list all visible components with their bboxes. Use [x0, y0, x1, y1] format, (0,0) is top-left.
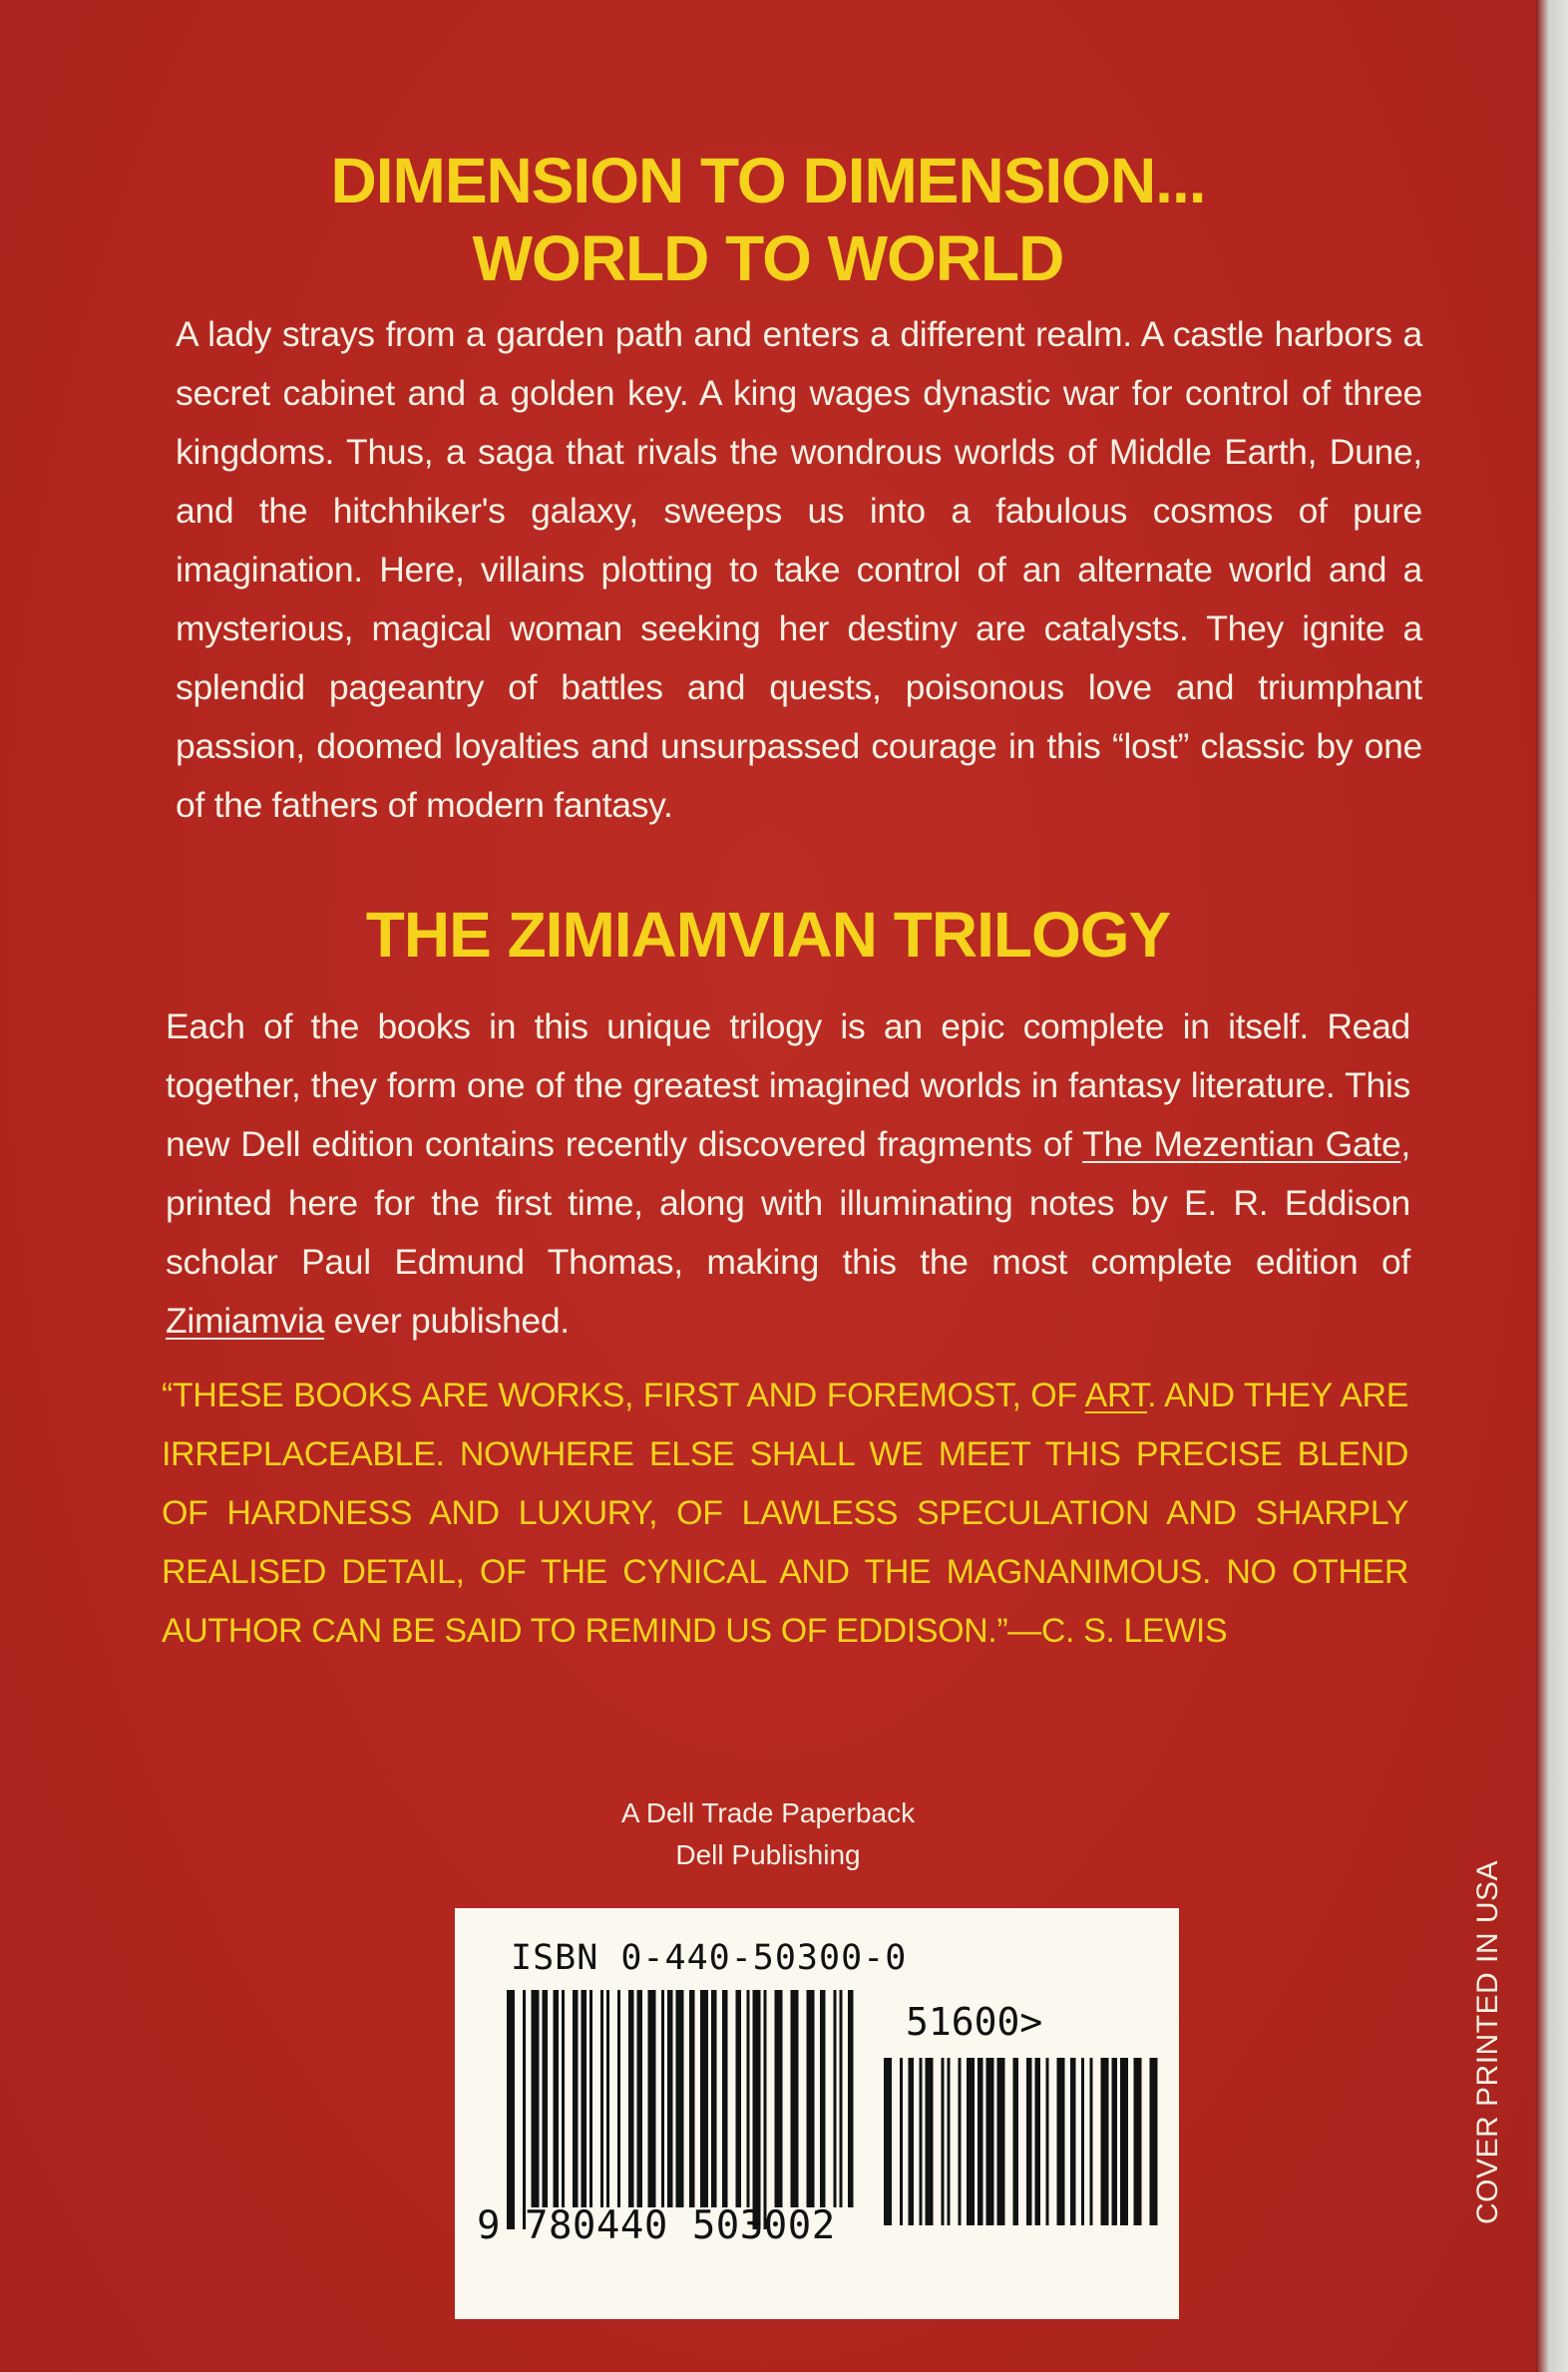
barcode-bar	[1057, 2058, 1065, 2225]
barcode-bar	[807, 1990, 815, 2207]
barcode-graphic	[455, 1908, 1179, 2319]
barcode-bar	[834, 1990, 837, 2207]
barcode-bar	[978, 2058, 983, 2225]
isbn-number: ISBN 0-440-50300-0	[511, 1938, 908, 1978]
quote-text-1: “THESE BOOKS ARE WORKS, FIRST AND FOREMOST, OF	[162, 1377, 1085, 1414]
book-title-mezentian-gate: The Mezentian Gate	[1082, 1124, 1401, 1164]
barcode-bar	[606, 1990, 609, 2207]
barcode-bar	[959, 2058, 962, 2225]
barcode-bar	[554, 1990, 560, 2207]
publisher-line-1: A Dell Trade Paperback	[620, 1797, 916, 1828]
barcode-bar	[1120, 2058, 1128, 2225]
trilogy-paragraph	[166, 997, 1410, 1351]
barcode-bar	[523, 1990, 526, 2229]
barcode-bar	[764, 1990, 767, 2229]
barcode-bar	[948, 2058, 951, 2225]
barcode-bar	[848, 1990, 854, 2207]
quote-text-2: . AND THEY ARE IRREPLACEABLE. NOWHERE ELSE SHALL WE MEET THIS PRECISE BLEND OF HARDNESS AND LUXURY, OF LAWLESS SPECULATION AND SHARPLY REALISED DETAIL, OF THE CYNICAL AND THE MAGNANIMOUS. NO OTHER AUTHOR CAN BE SAID TO REMIND US OF EDDISON.”—C. S. LEWIS	[162, 1377, 1408, 1650]
barcode-bar	[942, 2058, 945, 2225]
barcode-bar	[753, 1990, 761, 2229]
publisher-imprint	[0, 1792, 1536, 1876]
barcode-bar	[1134, 2058, 1142, 2225]
cs-lewis-quote	[162, 1367, 1408, 1661]
barcode-bar	[1090, 2058, 1093, 2225]
barcode-bar	[700, 1990, 708, 2207]
headline-line-2: WORLD TO WORLD	[472, 222, 1064, 294]
barcode-bar	[909, 2058, 915, 2225]
barcode-bar	[562, 1990, 565, 2207]
barcode-bar	[900, 2058, 903, 2225]
barcode-bar	[648, 1990, 656, 2207]
barcode-bar	[920, 2058, 923, 2225]
barcode-bar	[689, 1990, 695, 2207]
description-paragraph: A lady strays from a garden path and enters a different realm. A castle harbors a secret cabinet and a golden key. A king wages dynastic war for control of three kingdoms. Thus, a saga that rivals the wondrous worlds of Middle Earth, Dune, and the hitchhiker's galaxy, sweeps us into a fabulous cosmos of pure imagination. Here, villains plotting to take control of an alternate world and a mysterious, magical woman seeking her destiny are catalysts. They ignite a splendid pageantry of battles and quests, poisonous love and triumphant passion, doomed loyalties and unsurpassed courage in this “lost” classic by one of the fathers of modern fantasy.	[176, 314, 1422, 825]
barcode-bar	[637, 1990, 643, 2207]
trilogy-text-2: , printed here for the first time, along with illuminating notes by E. R. Eddison scholar Paul Edmund Thomas, making this the most complete edition of	[166, 1124, 1410, 1282]
barcode-bar	[661, 1990, 664, 2207]
page-edge	[1536, 0, 1568, 2372]
barcode-bar	[840, 1990, 843, 2207]
barcode-label	[455, 1908, 1179, 2319]
barcode-bar	[617, 1990, 620, 2207]
barcode-bar	[884, 2058, 892, 2225]
barcode-bar	[775, 1990, 783, 2207]
price-code: 51600>	[906, 2000, 1043, 2044]
barcode-bar	[573, 1990, 579, 2207]
barcode-bar	[532, 1990, 540, 2207]
publisher-line-2: Dell Publishing	[675, 1839, 861, 1870]
trilogy-text-1: Each of the books in this unique trilogy is an epic complete in itself. Read together, they form one of the greatest imagined worlds in fantasy literature. This new Dell edition contains recently discovered fragments of	[166, 1006, 1410, 1164]
barcode-bar	[967, 2058, 975, 2225]
barcode-bar	[1101, 2058, 1109, 2225]
barcode-bar	[1070, 2058, 1076, 2225]
barcode-bar	[747, 1990, 750, 2207]
barcode-bar	[926, 2058, 934, 2225]
barcode-bar	[507, 1990, 515, 2229]
headline-dimension	[0, 142, 1536, 297]
headline-line-1: DIMENSION TO DIMENSION...	[330, 145, 1206, 216]
barcode-bar	[711, 1990, 717, 2207]
barcode-bar	[1081, 2058, 1084, 2225]
barcode-bar	[667, 1990, 673, 2207]
headline-trilogy: THE ZIMIAMVIAN TRILOGY	[365, 899, 1171, 971]
barcode-bar	[628, 1990, 634, 2207]
barcode-bar	[582, 1990, 588, 2207]
barcode-bar	[1150, 2058, 1158, 2225]
quote-emphasis-art: ART	[1084, 1377, 1148, 1414]
barcode-bar	[1013, 2058, 1019, 2225]
book-title-zimiamvia: Zimiamvia	[166, 1301, 325, 1341]
barcode-bar	[676, 1990, 684, 2207]
barcode-bar	[736, 1990, 742, 2207]
cover-printed-note: COVER PRINTED IN USA	[1471, 1859, 1504, 2224]
barcode-bar	[997, 2058, 1005, 2225]
barcode-bar	[1035, 2058, 1041, 2225]
barcode-bar	[1026, 2058, 1032, 2225]
barcode-bar	[589, 1990, 592, 2207]
barcode-bar	[1112, 2058, 1118, 2225]
barcode-bar	[1046, 2058, 1049, 2225]
barcode-bar	[791, 1990, 799, 2207]
barcode-bar	[722, 1990, 728, 2207]
trilogy-text-3: ever published.	[324, 1301, 570, 1341]
barcode-bar	[543, 1990, 549, 2207]
barcode-bar	[600, 1990, 603, 2207]
ean-digits: 9 780440 503002	[477, 2203, 836, 2248]
barcode-bar	[986, 2058, 994, 2225]
barcode-bar	[820, 1990, 826, 2207]
